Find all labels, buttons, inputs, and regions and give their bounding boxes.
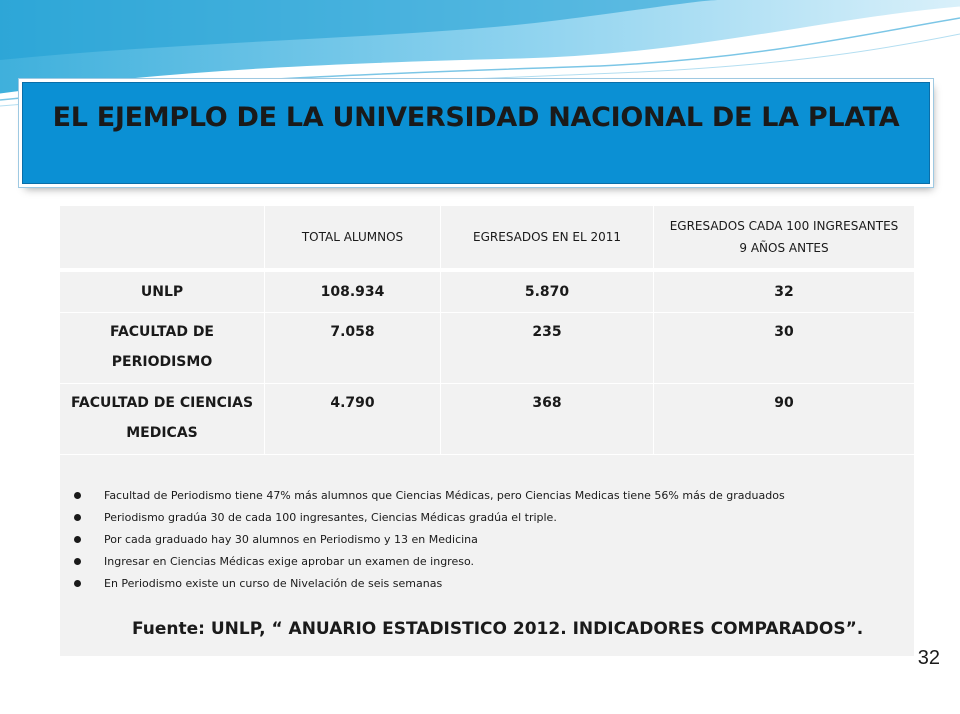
table-header-egresados-cada-100: EGRESADOS CADA 100 INGRESANTES 9 AÑOS ANTES [669, 219, 899, 255]
table-divider [60, 383, 914, 384]
table-row-unlp-total: 108.934 [320, 284, 385, 300]
conclusions-list [74, 485, 904, 595]
table-row-unlp-cada100: 32 [774, 284, 794, 300]
table-row-periodismo-name: FACULTAD DE PERIODISMO [109, 324, 214, 370]
list-item-text: Facultad de Periodismo tiene 47% más alumnos que Ciencias Médicas, pero Ciencias Medicas tiene 56% más de graduados [104, 489, 785, 502]
table-header-egresados-2011: EGRESADOS EN EL 2011 [473, 230, 621, 244]
source-citation: Fuente: UNLP, “ ANUARIO ESTADISTICO 2012. INDICADORES COMPARADOS”. [132, 619, 864, 639]
list-item-text: En Periodismo existe un curso de Nivelación de seis semanas [104, 577, 443, 590]
table-row-medicas-egresados: 368 [532, 395, 562, 411]
bullet-icon [74, 580, 81, 587]
table-row-periodismo-egresados: 235 [532, 324, 562, 340]
table-header-total-alumnos: TOTAL ALUMNOS [301, 230, 404, 244]
list-item [74, 529, 904, 551]
table-row-medicas-name: FACULTAD DE CIENCIAS MEDICAS [70, 395, 254, 441]
table-divider [60, 454, 914, 455]
list-item [74, 507, 904, 529]
bullet-icon [74, 536, 81, 543]
table-row-periodismo-total: 7.058 [330, 324, 375, 340]
slide-title: EL EJEMPLO DE LA UNIVERSIDAD NACIONAL DE LA PLATA [52, 102, 900, 133]
table-row-unlp-name: UNLP [140, 284, 184, 300]
table-divider [60, 312, 914, 313]
table-divider [60, 268, 914, 272]
table-row-medicas-cada100: 90 [774, 395, 794, 411]
list-item [74, 551, 904, 573]
table-row-medicas-total: 4.790 [330, 395, 375, 411]
table-header-empty [60, 206, 264, 268]
list-item-text: Ingresar en Ciencias Médicas exige aprobar un examen de ingreso. [104, 555, 474, 568]
list-item [74, 485, 904, 507]
comparison-table [60, 206, 914, 656]
table-divider [264, 206, 265, 454]
table-row-periodismo-cada100: 30 [774, 324, 794, 340]
table-row-unlp-egresados: 5.870 [524, 284, 570, 300]
list-item-text: Periodismo gradúa 30 de cada 100 ingresantes, Ciencias Médicas gradúa el triple. [104, 511, 557, 524]
table-divider [653, 206, 654, 454]
bullet-icon [74, 492, 81, 499]
bullet-icon [74, 514, 81, 521]
page-number: 32 [917, 647, 940, 669]
bullet-icon [74, 558, 81, 565]
list-item-text: Por cada graduado hay 30 alumnos en Periodismo y 13 en Medicina [104, 533, 478, 546]
list-item [74, 573, 904, 595]
table-divider [440, 206, 441, 454]
title-banner [22, 82, 930, 184]
